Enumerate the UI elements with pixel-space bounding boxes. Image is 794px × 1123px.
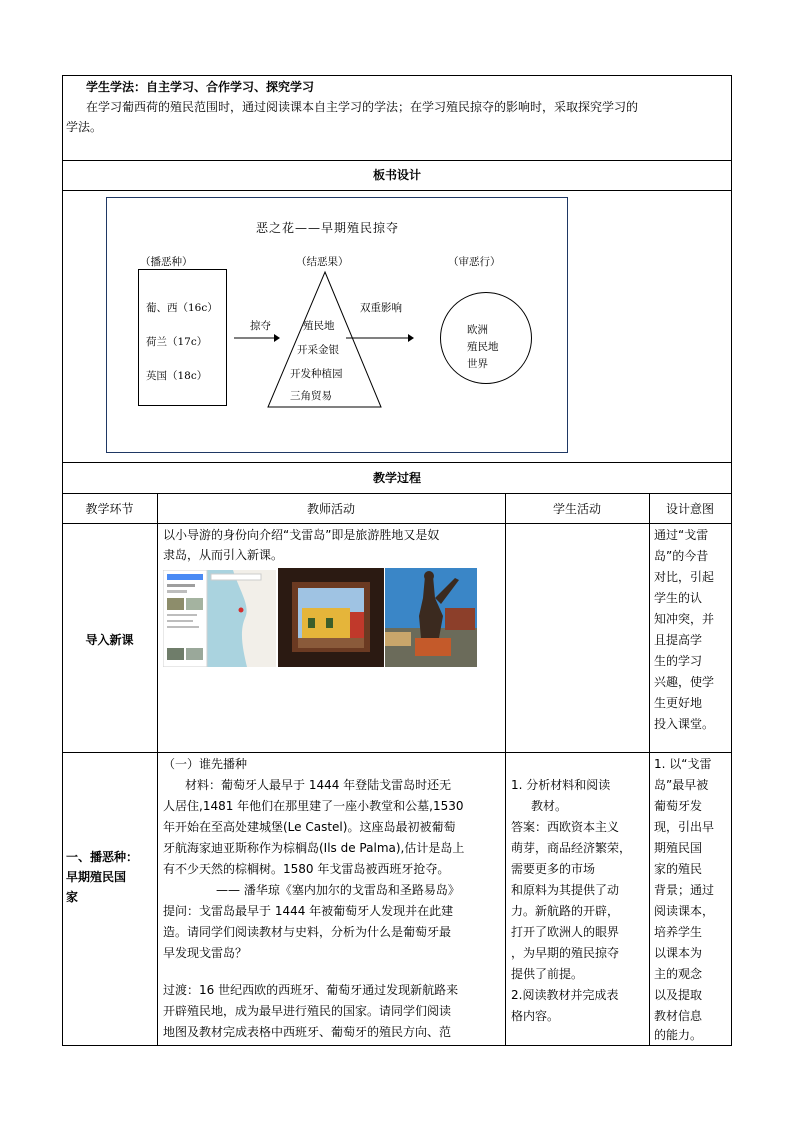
- student-activity-line: 答案：西欧资本主义: [511, 820, 620, 834]
- column-header: 教学环节: [85, 502, 134, 516]
- student-activity-line: 教材。: [531, 799, 568, 813]
- study-method-title: 学生学法：自主学习、合作学习、探究学习: [86, 80, 315, 94]
- design-intent-line: 培养学生: [654, 925, 703, 939]
- design-intent-line: 家的殖民: [654, 862, 703, 876]
- arrow1-label: 掠夺: [250, 320, 271, 332]
- triangle-item: 开采金银: [297, 344, 339, 356]
- design-intent-line: 对比，引起: [654, 570, 715, 584]
- design-intent-line: 生更好地: [654, 696, 703, 710]
- design-intent-line: 知冲突，并: [654, 612, 715, 626]
- teacher-activity-line: （一）谁先播种: [163, 757, 248, 771]
- student-activity-line: 萌芽，商品经济繁荣，: [511, 841, 632, 855]
- design-intent-line: 岛”最早被: [654, 778, 709, 792]
- row-divider: [62, 493, 732, 494]
- circle-item: 欧洲: [467, 324, 488, 336]
- colonizer-item: 荷兰（17c）: [146, 336, 208, 348]
- teacher-activity-line: 年开始在至高处建城堡(Le Castel)。这座岛最初被葡萄: [163, 820, 456, 834]
- stage-label: 导入新课: [85, 633, 134, 647]
- teacher-activity-line: 造。请同学们阅读教材与史料，分析为什么是葡萄牙最: [163, 925, 452, 939]
- doorway-photo: [278, 568, 384, 667]
- stage-label-line: 一、播恶种：: [66, 850, 139, 864]
- row-divider: [62, 160, 732, 161]
- column-divider: [649, 493, 650, 1046]
- student-activity-line: 提供了前提。: [511, 967, 584, 981]
- arrow-right-icon: [346, 333, 414, 343]
- study-method-text-line1: 在学习葡西荷的殖民范围时，通过阅读课本自主学习的学法；在学习殖民掠夺的影响时，采取探究学习的: [86, 100, 639, 114]
- teacher-activity-line: 开辟殖民地，成为最早进行殖民的国家。请同学们阅读: [163, 1004, 452, 1018]
- student-activity-line: 和原料为其提供了动: [511, 883, 620, 897]
- student-activity-line: 需要更多的市场: [511, 862, 596, 876]
- design-intent-line: 主的观念: [654, 967, 703, 981]
- board-diagram-title: 恶之花——早期殖民掠夺: [256, 221, 400, 235]
- teacher-activity-line: 地图及教材完成表格中西班牙、葡萄牙的殖民方向、范: [163, 1025, 452, 1039]
- student-activity-line: ，为早期的殖民掠夺: [511, 946, 620, 960]
- design-intent-line: 兴趣，使学: [654, 675, 715, 689]
- statue-photo: [385, 568, 477, 667]
- design-intent-line: 生的学习: [654, 654, 703, 668]
- transition-line: 过渡：16 世纪西欧的西班牙、葡萄牙通过发现新航路来: [163, 983, 459, 997]
- student-activity-line: 2.阅读教材并完成表: [511, 988, 619, 1002]
- map-image: [163, 570, 276, 667]
- design-intent-line: 期殖民国: [654, 841, 703, 855]
- teacher-activity-line: 有不少天然的棕榈树。1580 年戈雷岛被西班牙抢夺。: [163, 862, 450, 876]
- triangle-item: 开发种植园: [290, 368, 343, 380]
- column-divider: [157, 493, 158, 1046]
- question-line: 提问：戈雷岛最早于 1444 年被葡萄牙人发现并在此建: [163, 904, 454, 918]
- row-divider: [62, 523, 732, 524]
- design-intent-line: 以及提取: [654, 988, 703, 1002]
- student-activity-line: 打开了欧洲人的眼界: [511, 925, 620, 939]
- row-divider: [62, 190, 732, 191]
- student-activity-line: 格内容。: [511, 1009, 560, 1023]
- board-design-header: 板书设计: [372, 168, 421, 182]
- column-header: 设计意图: [665, 502, 714, 516]
- col3-label: （审恶行）: [448, 256, 501, 268]
- study-method-text-line2: 学法。: [66, 120, 103, 134]
- triangle-item: 三角贸易: [290, 390, 332, 402]
- row-divider: [62, 752, 732, 753]
- design-intent-line: 葡萄牙发: [654, 799, 703, 813]
- design-intent-line: 以课本为: [654, 946, 703, 960]
- colonizer-item: 葡、西（16c）: [146, 302, 218, 314]
- design-intent-line: 1. 以“戈雷: [654, 757, 712, 771]
- circle-item: 世界: [467, 358, 488, 370]
- design-intent-line: 通过“戈雷: [654, 528, 709, 542]
- column-header: 教师活动: [306, 502, 355, 516]
- design-intent-line: 岛”的今昔: [654, 549, 709, 563]
- design-intent-line: 的能力。: [654, 1028, 703, 1042]
- col1-label: （播恶种）: [140, 256, 193, 268]
- column-header: 学生活动: [552, 502, 601, 516]
- design-intent-line: 阅读课本，: [654, 904, 715, 918]
- row-divider: [62, 462, 732, 463]
- teacher-activity-line: 以小导游的身份向介绍“戈雷岛”即是旅游胜地又是奴: [163, 528, 440, 542]
- table-bottom-border: [62, 1045, 732, 1046]
- teacher-activity-line: 早发现戈雷岛？: [163, 946, 248, 960]
- design-intent-line: 且提高学: [654, 633, 703, 647]
- stage-label-line: 早期殖民国: [66, 870, 127, 884]
- triangle-item: 殖民地: [303, 320, 335, 332]
- column-divider: [505, 493, 506, 1046]
- table-top-border: [62, 75, 732, 76]
- design-intent-line: 投入课堂。: [654, 717, 715, 731]
- table-right-border: [731, 75, 732, 1046]
- citation-line: —— 潘华琼《塞内加尔的戈雷岛和圣路易岛》: [216, 883, 460, 897]
- design-intent-line: 教材信息: [654, 1009, 703, 1023]
- teacher-activity-line: 隶岛，从而引入新课。: [163, 548, 284, 562]
- teacher-activity-line: 材料：葡萄牙人最早于 1444 年登陆戈雷岛时还无: [185, 778, 452, 792]
- student-activity-line: 1. 分析材料和阅读: [511, 778, 611, 792]
- table-left-border: [62, 75, 63, 1046]
- col2-label: （结恶果）: [296, 256, 349, 268]
- stage-label-line: 家: [66, 890, 79, 904]
- arrow2-label: 双重影响: [360, 302, 402, 314]
- design-intent-line: 学生的认: [654, 591, 703, 605]
- colonizer-item: 英国（18c）: [146, 370, 208, 382]
- design-intent-line: 现，引出早: [654, 820, 715, 834]
- design-intent-line: 背景；通过: [654, 883, 715, 897]
- teacher-activity-line: 人居住,1481 年他们在那里建了一座小教堂和公墓,1530: [163, 799, 464, 813]
- circle-item: 殖民地: [467, 341, 499, 353]
- teacher-activity-line: 牙航海家迪亚斯称作为棕榈岛(Ils de Palma),估计是岛上: [163, 841, 465, 855]
- teaching-process-header: 教学过程: [372, 471, 421, 485]
- student-activity-line: 力。新航路的开辟，: [511, 904, 620, 918]
